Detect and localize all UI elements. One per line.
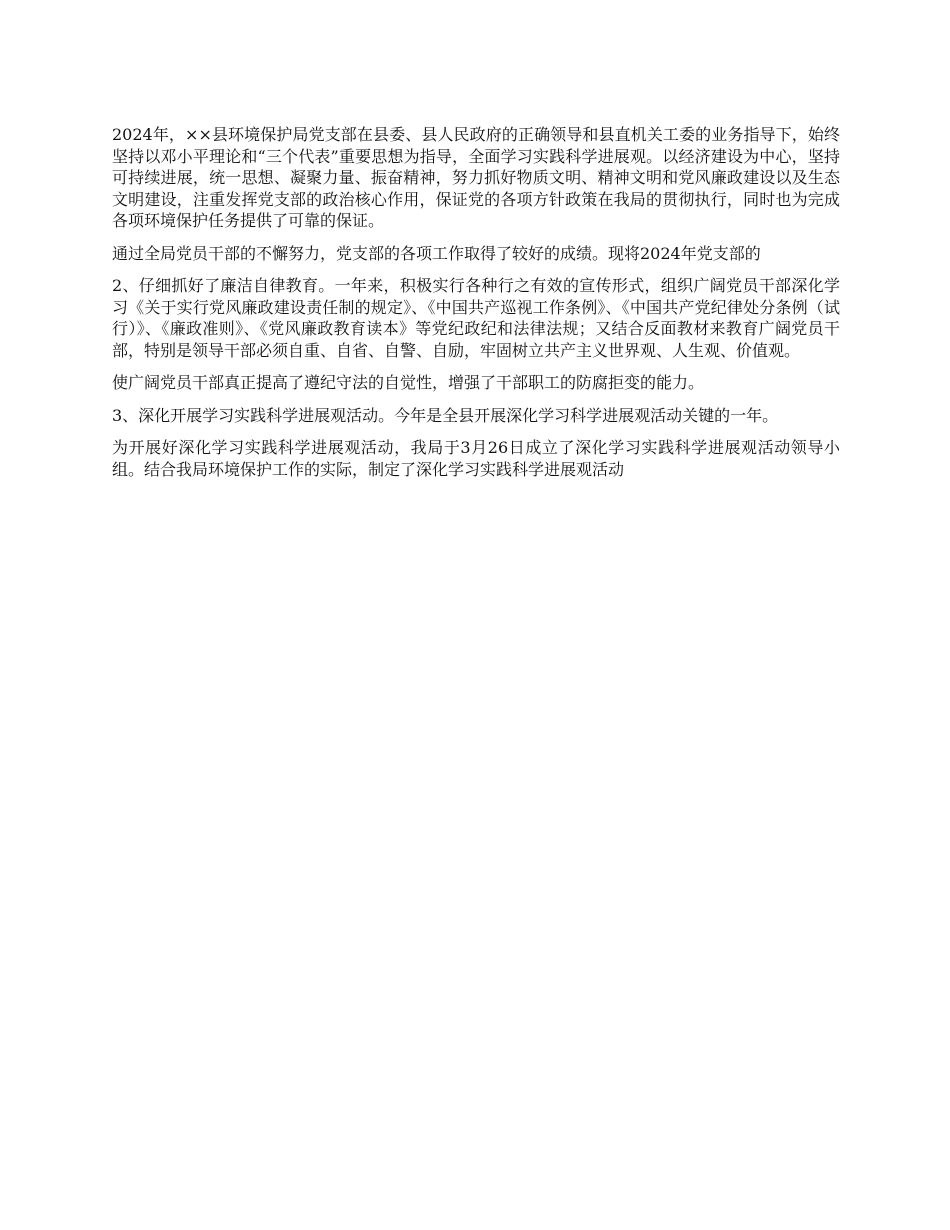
- paragraph-item-3-detail: 为开展好深化学习实践科学进展观活动，我局于3月26日成立了深化学习实践科学进展观活动领导小组。结合我局环境保护工作的实际，制定了深化学习实践科学进展观活动: [112, 438, 840, 479]
- paragraph-item-2-result: 使广阔党员干部真正提高了遵纪守法的自觉性，增强了干部职工的防腐拒变的能力。: [112, 373, 705, 392]
- paragraph-summary: 通过全局党员干部的不懈努力，党支部的各项工作取得了较好的成绩。现将2024年党支部的: [112, 243, 761, 263]
- paragraph-intro: 2024年，××县环境保护局党支部在县委、县人民政府的正确领导和县直机关工委的业务指导下，始终坚持以邓小平理论和“三个代表”重要思想为指导，全面学习实践科学进展观。以经济建设为中心，坚持可持续进展，统一思想、凝聚力量、振奋精神，努力抓好物质文明、精神文明和党风廉政建设以及生态文明建设，注重发挥党支部的政治核心作用，保证党的各项方针政策在我局的贯彻执行，同时也为完成各项环境保护任务提供了可靠的保证。: [112, 125, 840, 230]
- paragraph-item-2: 2、仔细抓好了廉洁自律教育。一年来，积极实行各种行之有效的宣传形式，组织广阔党员干部深化学习《关于实行党风廉政建设责任制的规定》、《中国共产巡视工作条例》、《中国共产党纪律处分条例（试行）》、《廉政准则》、《党风廉政教育读本》等党纪政纪和法律法规；又结合反面教材来教育广阔党员干部，特别是领导干部必须自重、自省、自警、自励，牢固树立共产主义世界观、人生观、价值观。: [112, 276, 840, 360]
- paragraph-item-3: 3、深化开展学习实践科学进展观活动。今年是全县开展深化学习科学进展观活动关键的一年。: [112, 405, 779, 425]
- document-body: [112, 124, 840, 491]
